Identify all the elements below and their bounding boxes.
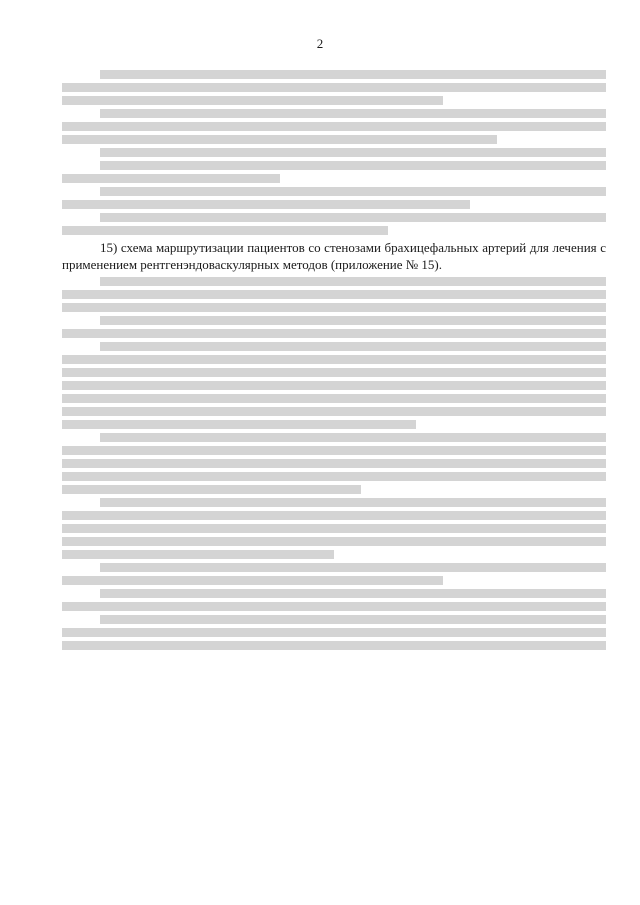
text-line-placeholder <box>62 174 280 183</box>
text-line-placeholder <box>62 485 361 494</box>
text-line-placeholder <box>62 446 606 455</box>
text-line-placeholder <box>62 628 606 637</box>
text-line-placeholder <box>100 433 606 442</box>
text-line-placeholder <box>100 148 606 157</box>
text-line-placeholder <box>100 213 606 222</box>
text-line-placeholder <box>62 200 470 209</box>
body-text <box>62 66 606 654</box>
text-line-placeholder <box>62 355 606 364</box>
text-line-placeholder <box>62 96 443 105</box>
text-line-placeholder <box>62 576 443 585</box>
text-line-placeholder <box>62 135 497 144</box>
text-line-placeholder <box>100 277 606 286</box>
text-line-placeholder <box>100 316 606 325</box>
text-line-placeholder <box>100 498 606 507</box>
text-line-placeholder <box>62 329 606 338</box>
text-line-placeholder <box>100 70 606 79</box>
text-line-placeholder <box>62 420 416 429</box>
text-line-placeholder <box>62 472 606 481</box>
text-line-placeholder <box>62 407 606 416</box>
text-line-placeholder <box>62 122 606 131</box>
text-line-placeholder <box>62 290 606 299</box>
text-line-placeholder <box>62 83 606 92</box>
text-line-placeholder <box>100 109 606 118</box>
text-line-placeholder <box>62 550 334 559</box>
text-line-placeholder <box>62 368 606 377</box>
text-line-placeholder <box>62 303 606 312</box>
text-line-placeholder <box>100 589 606 598</box>
text-line-placeholder <box>62 641 606 650</box>
text-line-placeholder <box>62 524 606 533</box>
text-line-placeholder <box>62 381 606 390</box>
text-line-placeholder <box>62 394 606 403</box>
text-line-placeholder <box>62 511 606 520</box>
text-line-placeholder <box>62 459 606 468</box>
text-line-placeholder <box>62 602 606 611</box>
text-line-placeholder <box>100 187 606 196</box>
text-line-placeholder <box>100 161 606 170</box>
text-line-placeholder <box>62 537 606 546</box>
text-line-placeholder <box>100 563 606 572</box>
text-line-placeholder <box>62 226 388 235</box>
sample-paragraph: 15) схема маршрутизации пациентов со стенозами брахицефальных артерий для лечения с применением рентгенэндоваскулярных методов (приложение № 15). <box>62 240 606 272</box>
text-line-placeholder <box>100 342 606 351</box>
page-number: 2 <box>316 36 324 51</box>
text-line-placeholder <box>100 615 606 624</box>
